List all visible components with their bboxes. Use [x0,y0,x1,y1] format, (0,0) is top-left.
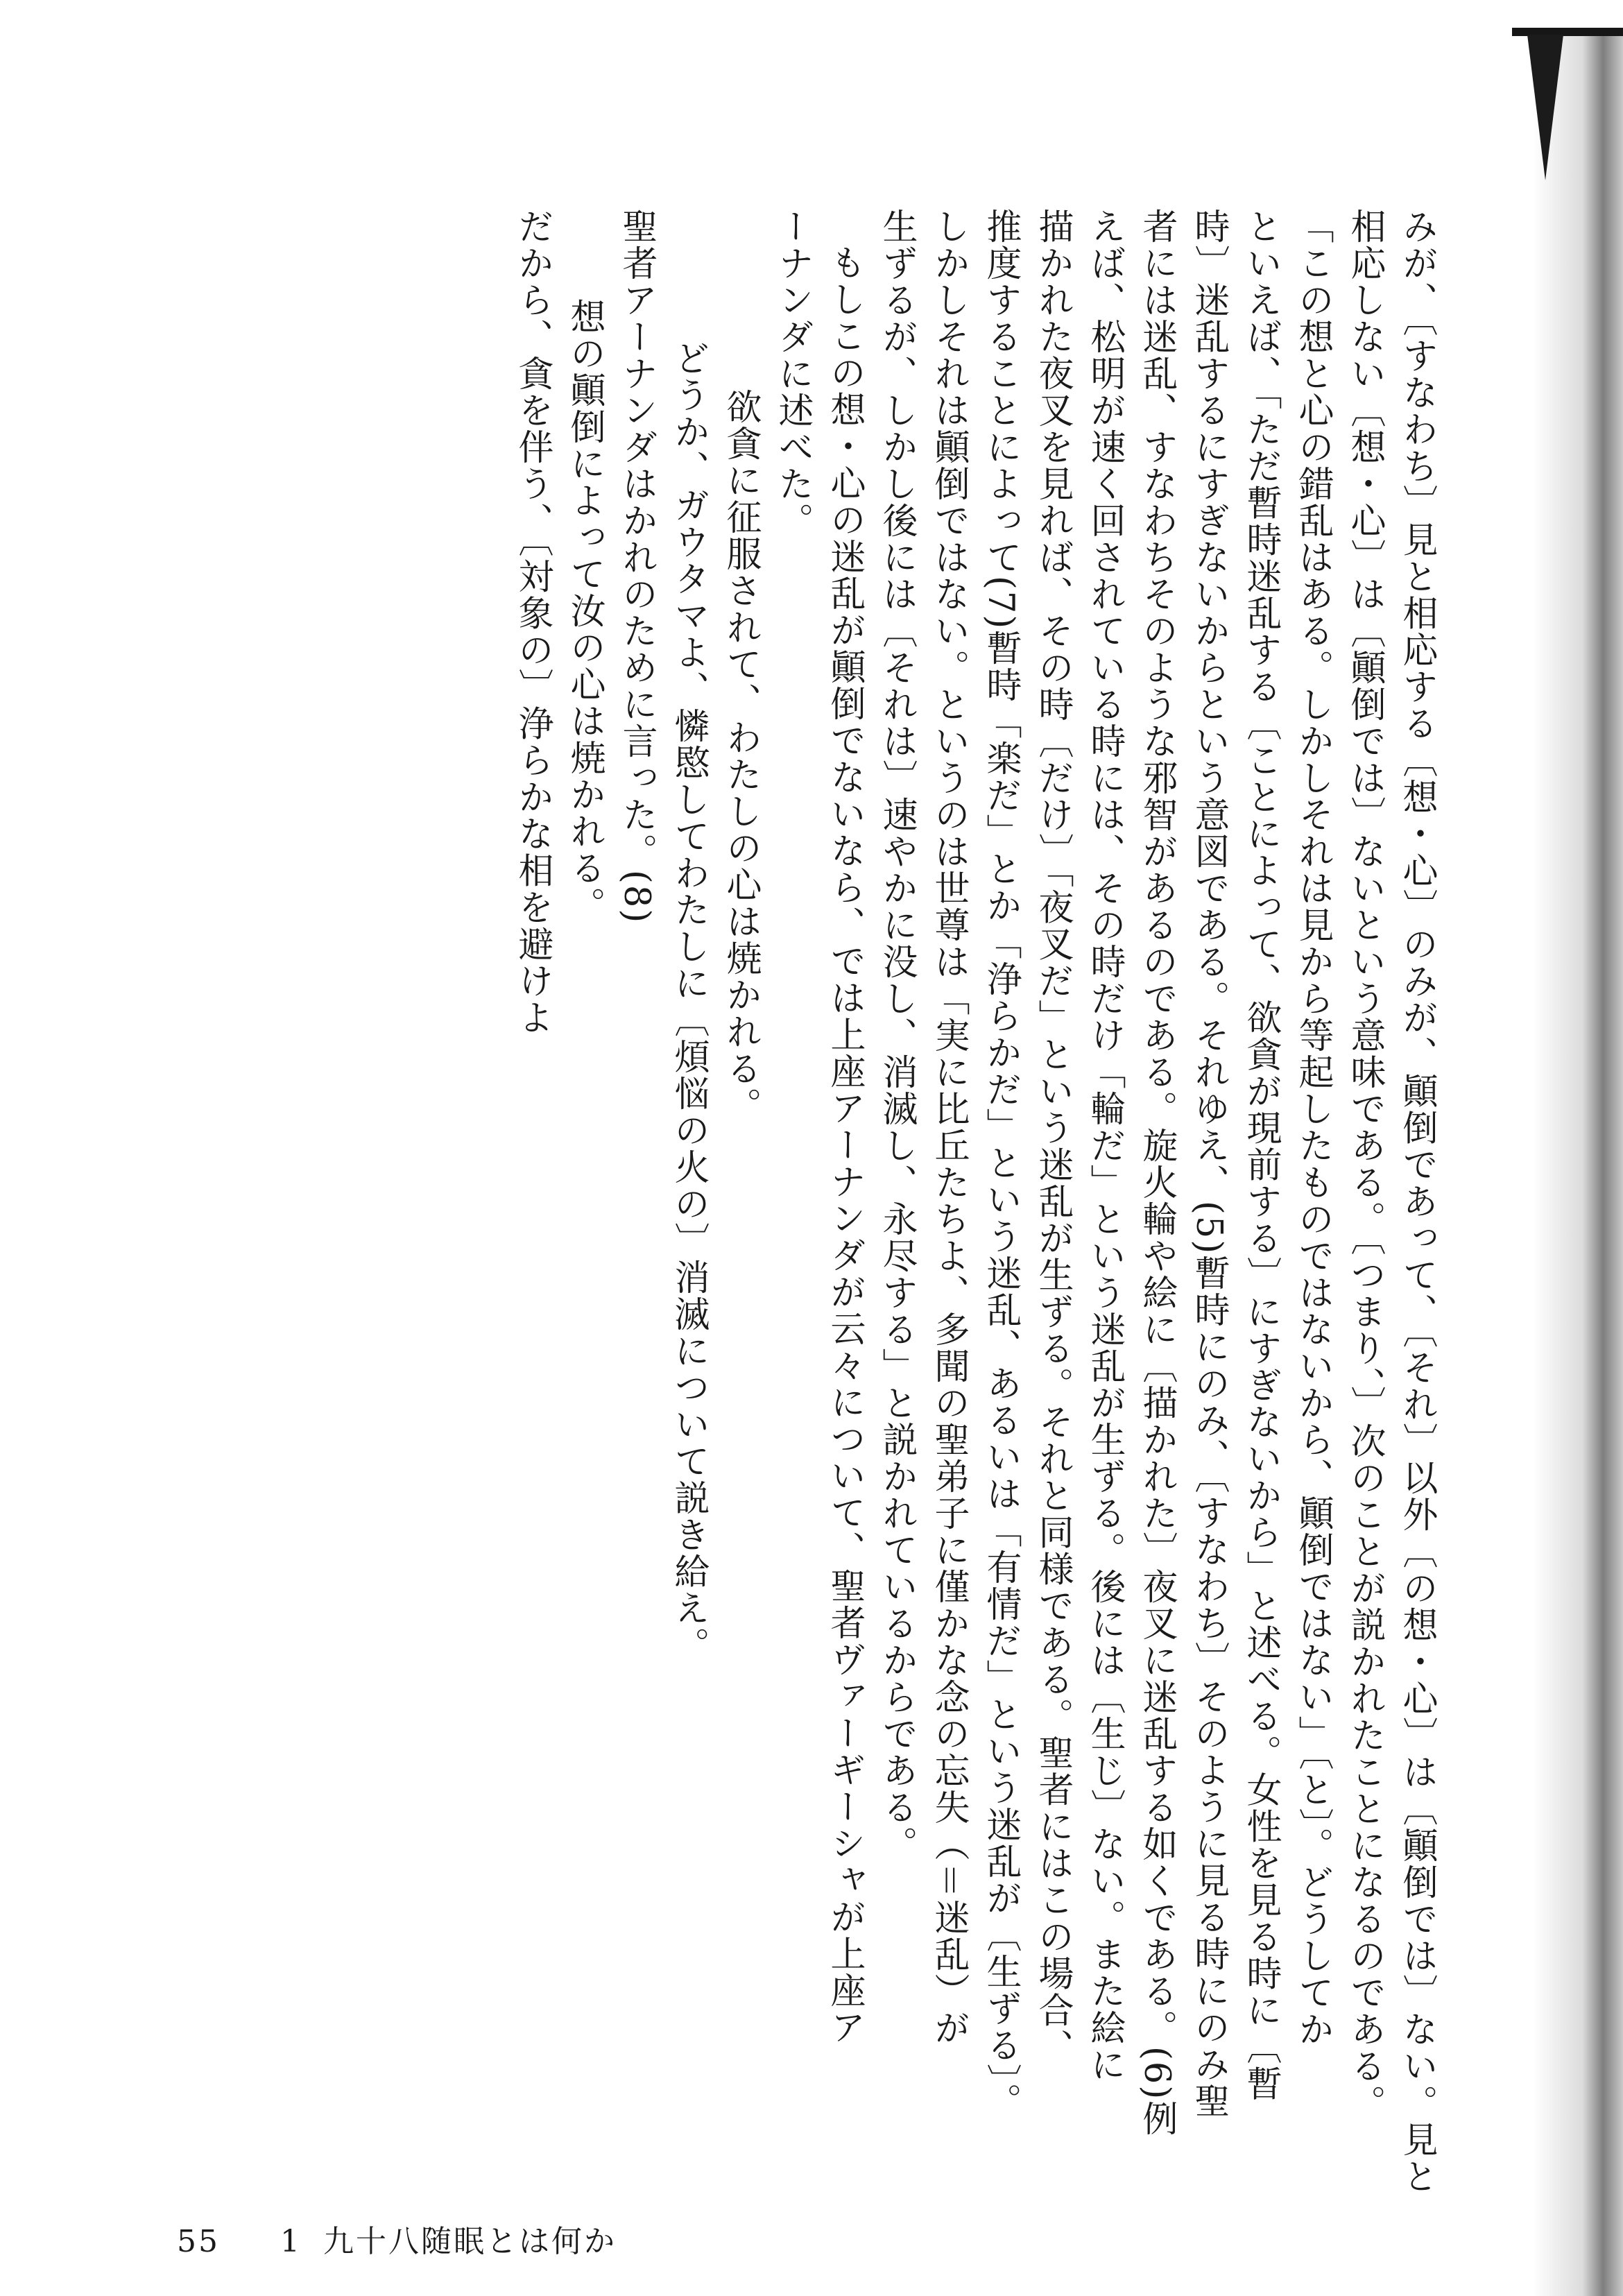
text-line: 推度することによって(7)暫時「楽だ」とか「浄らかだ」という迷乱、あるいは「有情だ」という迷乱が〔生ずる〕。 [980,208,1021,2120]
text-line: みが、〔すなわち〕見と相応する〔想・心〕のみが、顚倒であって、〔それ〕以外〔の想・心〕は〔顚倒では〕ない。見と [1396,208,1437,2195]
verse-line: 欲貪に征服されて、わたしの心は焼かれる。 [720,388,761,1124]
page-footer [177,2216,617,2261]
text-line: 描かれた夜叉を見れば、その時〔だけ〕「夜叉だ」という迷乱が生ずる。それと同様である。聖者にはこの場合、 [1032,208,1073,2066]
text-line: えば、松明が速く回されている時には、その時だけ「輪だ」という迷乱が生ずる。後には〔生じ〕ない。また絵に [1084,208,1125,2083]
text-line: 者には迷乱、すなわちそのような邪智があるのである。旋火輪や絵に〔描かれた〕夜叉に迷乱する如くである。(6)例 [1136,208,1177,2138]
text-line: しかしそれは顚倒ではない。というのは世尊は「実に比丘たちよ、多聞の聖弟子に僅かな念の忘失（＝迷乱）が [928,208,969,2046]
chapter-number: 1 [280,2224,302,2259]
scan-binding-mark [1527,35,1563,180]
text-line: ーナンダに述べた。 [772,208,813,539]
verse-line: 想の顚倒によって汝の心は焼かれる。 [564,298,605,923]
text-line: 聖者アーナンダはかれのために言った。(8) [616,208,657,925]
text-line: もしこの想・心の迷乱が顚倒でないなら、では上座アーナンダが云々について、聖者ヴァーギーシャが上座ア [824,244,865,2046]
vertical-text-body [187,208,1443,2195]
text-line: といえば、「ただ暫時迷乱する〔ことによって、欲貪が現前する〕にすぎないから」と述べる。女性を見る時に〔暫 [1240,208,1281,2102]
text-line: 「この想と心の錯乱はある。しかしそれは見から等起したものではないから、顚倒ではない」〔と〕。どうしてか [1292,208,1333,2048]
text-line: だから、貪を伴う、〔対象の〕浄らかな相を避けよ [512,208,553,1036]
chapter-title: 九十八随眠とは何か [323,2224,617,2259]
text-line: 時〕迷乱するにすぎないからという意図である。それゆえ、(5)暫時にのみ、〔すなわち〕そのように見る時にのみ聖 [1188,208,1229,2120]
verse-line: どうか、ガウタマよ、憐愍してわたしに〔煩悩の火の〕消滅について説き給え。 [668,340,709,1663]
text-line: 生ずるが、しかし後には〔それは〕速やかに没し、消滅し、永尽する」と説かれているからである。 [876,208,917,1862]
scan-shadow-edge [1533,28,1623,2296]
page-number: 55 [177,2224,220,2259]
text-line: 相応しない〔想・心〕は〔顚倒では〕ないという意味である。〔つまり、〕次のことが説かれたことになるのである。 [1344,208,1385,2121]
